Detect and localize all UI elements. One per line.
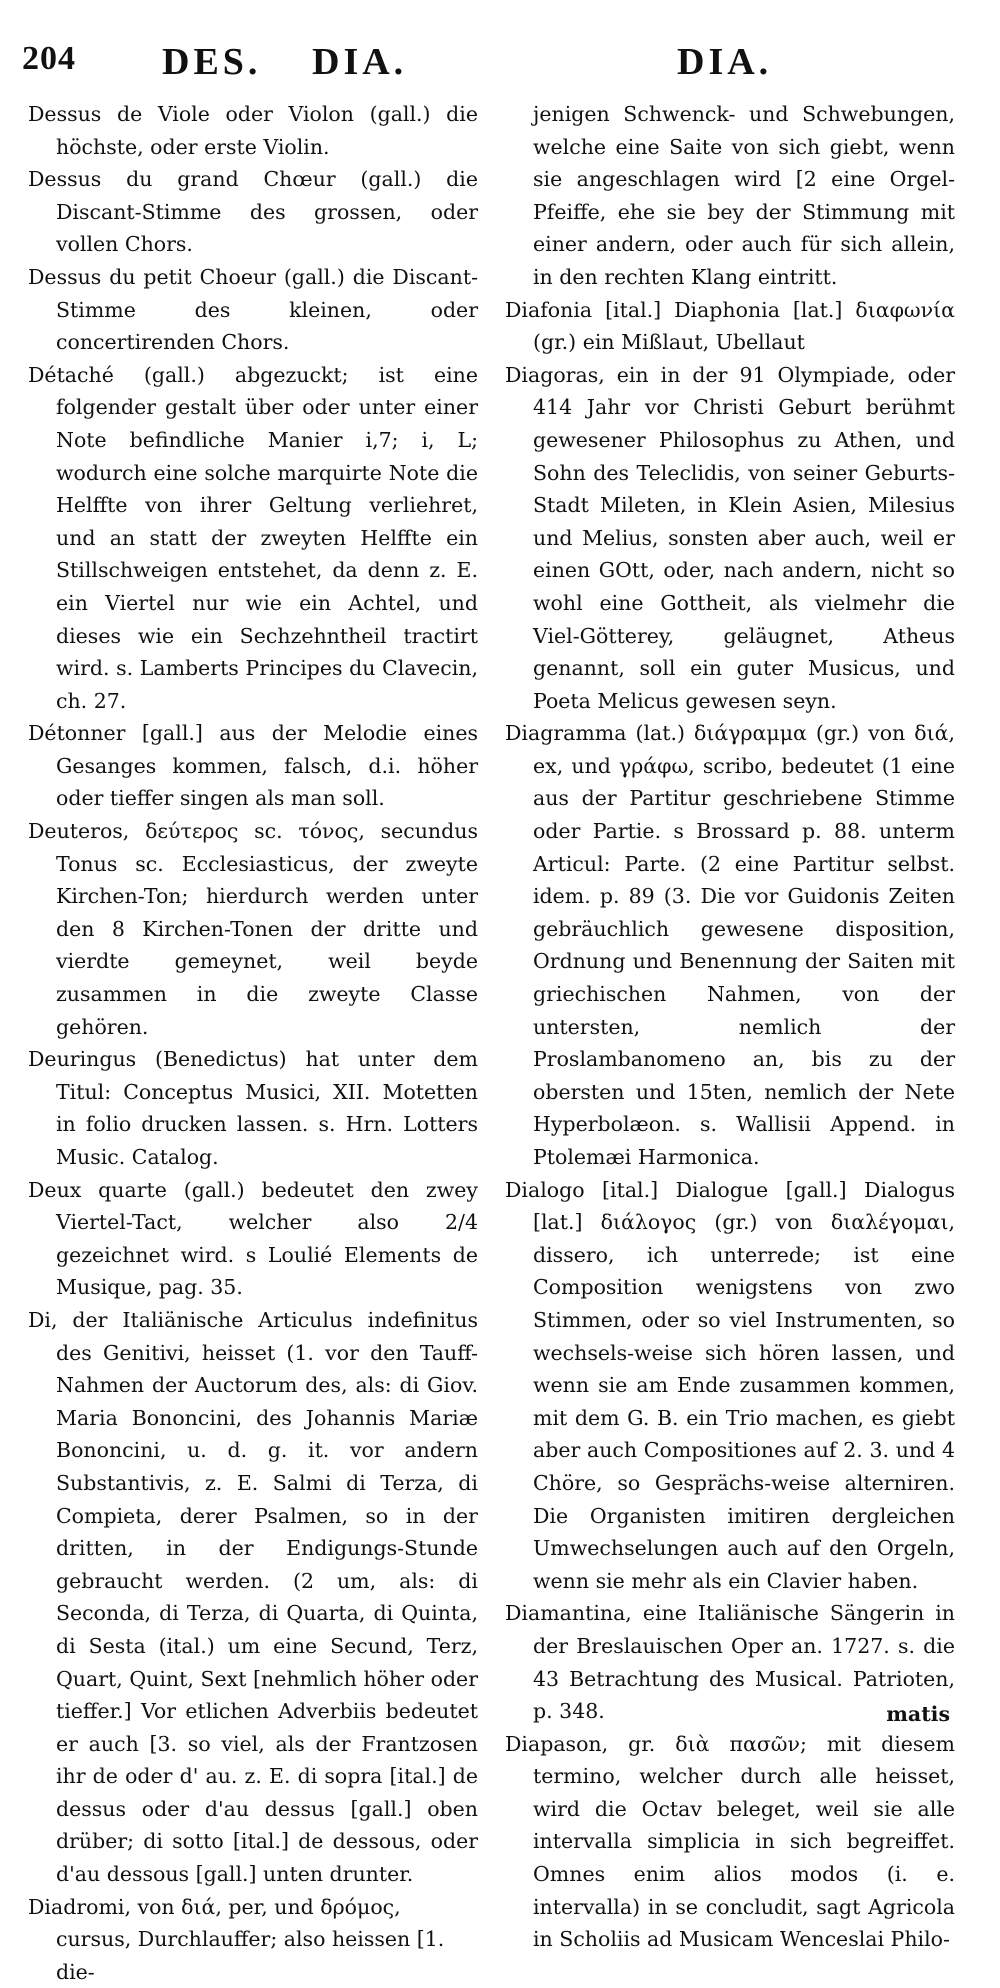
entry-diafonia: Diafonia [ital.] Diaphonia [lat.] διαφωνία (gr.) ein Mißlaut, Ubellaut	[505, 297, 955, 355]
guide-word-second: DIA.	[312, 41, 408, 83]
entry-dialogo: Dialogo [ital.] Dialogue [gall.] Dialogus [lat.] διάλογος (gr.) von διαλέγομαι, dissero, ich unterrede; ist eine Composition wenigstens von zwo Stimmen, oder so viel Instrumenten, so wechsels-weise sich hören lassen, und wenn sie am Ende zusammen kommen, mit dem G. B. ein Trio machen, es giebt aber auch Compositiones auf 2. 3. und 4 Chöre, so Gesprächs-weise alterniren. Die Organisten imitiren dergleichen Umwechselungen auch auf den Orgeln, wenn sie mehr als ein Clavier haben.	[505, 1177, 955, 1593]
entry-diagoras: Diagoras, ein in der 91 Olympiade, oder 414 Jahr vor Christi Geburt berühmt gewesener Philosophus zu Athen, und Sohn des Teleclidis, von seiner Geburts-Stadt Mileten, in Klein Asien, Milesius und Melius, sonsten aber auch, weil er einen GOtt, oder, nach andern, nicht so wohl eine Gottheit, als vielmehr die Viel-Götterey, geläugnet, Atheus genannt, soll ein guter Musicus, und Poeta Melicus gewesen seyn.	[505, 362, 955, 713]
entry-detache: Détaché (gall.) abgezuckt; ist eine folgender gestalt über oder unter einer Note befindliche Manier i,7; i, L; wodurch eine solche marquirte Note die Helffte von ihrer Geltung verliehret, und an statt der zweyten Helffte ein Stillschweigen entstehet, da denn z. E. ein Viertel nur wie ein Achtel, und dieses wie ein Sechzehntheil tractirt wird. s. Lamberts Principes du Clavecin, ch. 27.	[28, 362, 478, 713]
page-number: 204	[22, 40, 76, 77]
entry-dessus-du-grand-choeur: Dessus du grand Chœur (gall.) die Discant-Stimme des grossen, oder vollen Chors.	[28, 167, 478, 257]
catchword: matis	[886, 1702, 950, 1726]
entry-diamantina: Diamantina, eine Italiänische Sängerin in der Breslauischen Oper an. 1727. s. die 43 Betrachtung des Musical. Patrioten, p. 348.	[505, 1601, 955, 1724]
entry-diadromi: Diadromi, von διά, per, und δρόμος, cursus, Durchlauffer; also heissen [1. die-	[28, 1894, 445, 1984]
entry-diagramma: Diagramma (lat.) διάγραμμα (gr.) von διά, ex, und γράφω, scribo, bedeutet (1 eine aus der Partitur geschriebene Stimme oder Partie. s Brossard p. 88. unterm Articul: Parte. (2 eine Partitur selbst. idem. p. 89 (3. Die vor Guidonis Zeiten gebräuchlich gewesene disposition, Ordnung und Benennung der Saiten mit griechischen Nahmen, von der untersten, nemlich der Proslambanomeno an, bis zu der obersten und 15ten, nemlich der Nete Hyperbolæon. s. Wallisii Append. in Ptolemæi Harmonica.	[505, 721, 955, 1169]
entry-deuteros: Deuteros, δεύτερος sc. τόνος, secundus Tonus sc. Ecclesiasticus, der zweyte Kirchen-Ton; hierdurch werden unter den 8 Kirchen-Tonen der dritte und vierdte gemeynet, weil beyde zusammen in die zweyte Classe gehören.	[28, 819, 478, 1039]
entry-dessus-du-petit-choeur: Dessus du petit Choeur (gall.) die Discant-Stimme des kleinen, oder concertirenden Chors.	[28, 264, 478, 355]
guide-word-first: DES.	[162, 41, 262, 83]
entry-di: Di, der Italiänische Articulus indefinitus des Genitivi, heisset (1. vor den Tauff-Nahmen der Auctorum des, als: di Giov. Maria Bononcini, des Johannis Mariæ Bononcini, u. d. g. it. vor andern Substantivis, z. E. Salmi di Terza, di Compieta, derer Psalmen, so in der dritten, in der Endigungs-Stunde gebraucht werden. (2 um, als: di Seconda, di Terza, di Quarta, di Quinta, di Sesta (ital.) um eine Secund, Terz, Quart, Quint, Sext [nehmlich höher oder tieffer.] Vor etlichen Adverbiis bedeutet er auch [3. so viel, als der Frantzosen ihr de oder d' au. z. E. di sopra [ital.] de dessus oder d'au dessus [gall.] oben drüber; di sotto [ital.] de dessous, oder d'au dessous [gall.] unten drunter.	[28, 1307, 478, 1887]
entry-deux-quarte: Deux quarte (gall.) bedeutet den zwey Viertel-Tact, welcher also 2/4 gezeichnet wird. s Loulié Elements de Musique, pag. 35.	[28, 1177, 478, 1300]
entry-diapason: Diapason, gr. διὰ πασῶν; mit diesem termino, welcher durch alle heisset, wird die Octav beleget, weil sie alle intervalla simplicia in sich begreiffet. Omnes enim alios modos (i. e. intervalla) in se concludit, sagt Agricola in Scholiis ad Musicam Wenceslai Philo-	[505, 1731, 955, 1952]
entry-deuringus: Deuringus (Benedictus) hat unter dem Titul: Conceptus Musici, XII. Motetten in folio drucken lassen. s. Hrn. Lotters Music. Catalog.	[28, 1047, 478, 1169]
entry-dessus-de-viole: Dessus de Viole oder Violon (gall.) die höchste, oder erste Violin.	[28, 102, 478, 159]
left-column	[28, 98, 478, 1988]
guide-word-right: DIA.	[677, 41, 773, 83]
entry-diadromi-continued: jenigen Schwenck- und Schwebungen, welche eine Saite von sich giebt, wenn sie angeschlagen wird [2 eine Orgel-Pfeiffe, ehe sie bey der Stimmung mit einer andern, oder auch für sich allein, in den rechten Klang eintritt.	[533, 102, 955, 289]
entry-detonner: Détonner [gall.] aus der Melodie eines Gesanges kommen, falsch, d.i. höher oder tieffer singen als man soll.	[28, 721, 478, 811]
right-column	[505, 98, 955, 1956]
running-header	[22, 40, 962, 90]
